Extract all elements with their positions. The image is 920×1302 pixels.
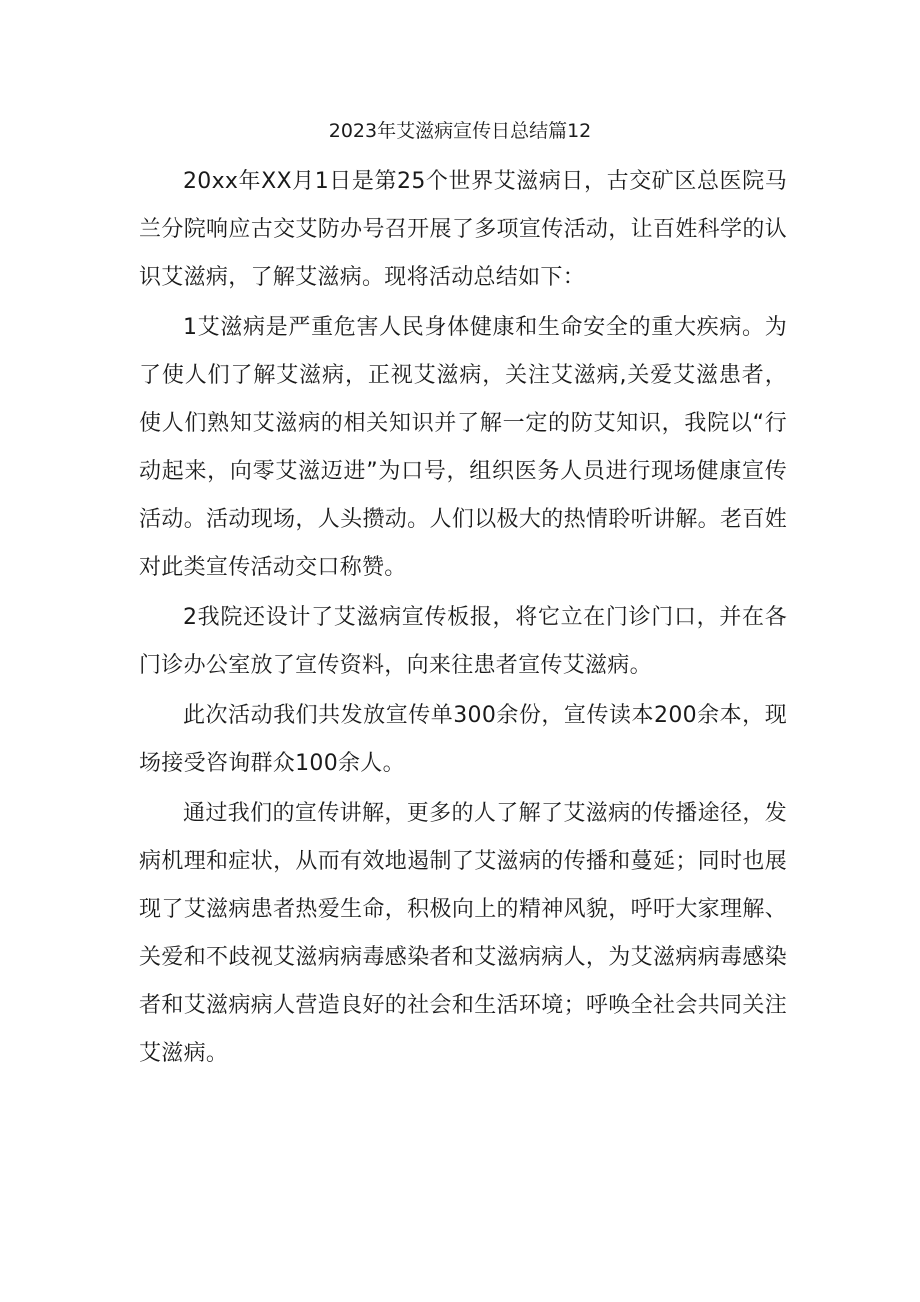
paragraph-conclusion: 通过我们的宣传讲解，更多的人了解了艾滋病的传播途径，发病机理和症状，从而有效地遏制了艾滋病的传播和蔓延；同时也展现了艾滋病患者热爱生命，积极向上的精神风貌，呼吁大家理解、关爱和不歧视艾滋病病毒感染者和艾滋病病人，为艾滋病病毒感染者和艾滋病病人营造良好的社会和生活环境；呼唤全社会共同关注艾滋病。 xyxy=(139,801,787,1066)
document-title: 2023年艾滋病宣传日总结篇12 xyxy=(328,120,592,142)
paragraph-intro: 20xx年XX月1日是第25个世界艾滋病日，古交矿区总医院马兰分院响应古交艾防办号召开展了多项宣传活动，让百姓科学的认识艾滋病，了解艾滋病。现将活动总结如下： xyxy=(139,169,787,290)
paragraph-point-2: 2我院还设计了艾滋病宣传板报，将它立在门诊门口，并在各门诊办公室放了宣传资料，向来往患者宣传艾滋病。 xyxy=(139,605,787,678)
document-body xyxy=(139,158,787,1080)
paragraph-point-1: 1艾滋病是严重危害人民身体健康和生命安全的重大疾病。为了使人们了解艾滋病，正视艾滋病，关注艾滋病,关爱艾滋患者，使人们熟知艾滋病的相关知识并了解一定的防艾知识，我院以“行动起来，向零艾滋迈进”为口号，组织医务人员进行现场健康宣传活动。活动现场，人头攒动。人们以极大的热情聆听讲解。老百姓对此类宣传活动交口称赞。 xyxy=(139,315,787,580)
paragraph-statistics: 此次活动我们共发放宣传单300余份，宣传读本200余本，现场接受咨询群众100余人。 xyxy=(139,703,787,776)
